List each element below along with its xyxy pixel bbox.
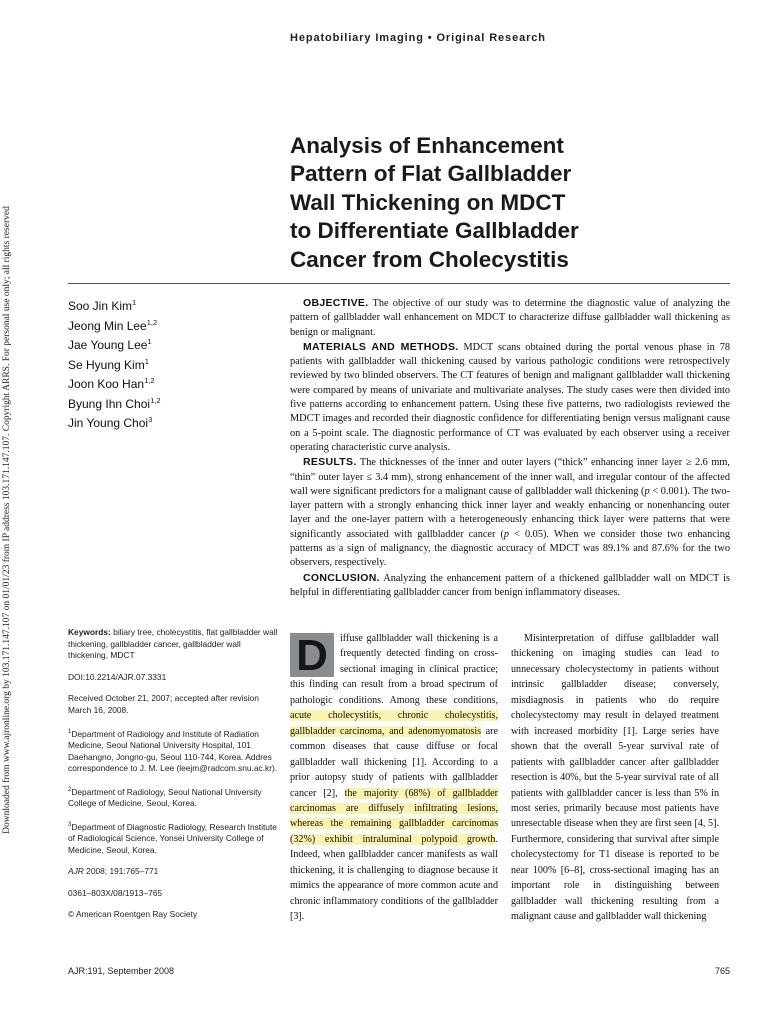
author-affiliation-mark: 3 <box>148 415 153 424</box>
abstract-objective <box>290 296 730 340</box>
affiliation-text: Department of Radiology, Seoul National University College of Medicine, Seoul, Korea. <box>68 786 262 809</box>
author-name: Se Hyung Kim <box>68 357 145 372</box>
abstract-results <box>290 455 730 570</box>
affiliation <box>68 785 278 810</box>
drop-cap <box>290 631 334 680</box>
article-title <box>290 132 730 274</box>
author <box>68 373 278 393</box>
author <box>68 295 278 315</box>
body-column-2 <box>511 631 719 925</box>
author <box>68 334 278 354</box>
affiliation-text: Department of Radiology and Institute of Radiation Medicine, Seoul National University Hospital, 101 Daehangno, Jongno-gu, Seoul 110-744, Korea. Addres correspondence to J. M. Lee (leejm@radcom.snu.ac.kr). <box>68 728 278 774</box>
body-paragraph: Misinterpretation of diffuse gallbladder wall thickening on imaging studies can lead to unnecessary cholecystectomy in patients without intrinsic gallbladder disease; conversely, misdiagnosis in patients who do require cholecystectomy may result in delayed treatment with increased morbidity [1]. Large series have shown that the overall 5-year survival rate of patients with gallbladder cancer after gallbladder resection is 40%, but the 5-year survival rate of all patients with gallbladder cancer is less than 5% in most series, primarily because most patients have unresectable disease when they are first seen [4, 5]. Furthermore, considering that survival after simple cholecystectomy for T1 disease is reported to be near 100% [6–8], cross-sectional imaging has an important role in distinguishing between gallbladder wall thickening resulting from a malignant cause and gallbladder wall thickening <box>511 633 719 923</box>
citation-journal: AJR <box>68 866 84 877</box>
objective-text: The objective of our study was to determine the diagnostic value of analyzing the pattern of gallbladder wall enhancement on MDCT to characterize diffuse gallbladder wall thickening as benign or malignant. <box>290 298 730 338</box>
copyright: © American Roentgen Ray Society <box>68 909 198 920</box>
title-line: to Differentiate Gallbladder <box>290 218 579 244</box>
body-column-1 <box>290 631 498 925</box>
author-name: Joon Koo Han <box>68 377 145 391</box>
highlighted-text: the majority (68%) of gallbladder carcinomas are diffusely infiltrating lesions, whereas the remaining gallbladder carcinomas (32%) exhibit intraluminal polypoid growth <box>290 787 498 845</box>
citation-details: 2008; 191:765–771 <box>83 866 159 877</box>
conclusion-text: Analyzing the enhancement pattern of a thickened gallbladder wall on MDCT is helpful in differentiating gallbladder cancer from benign inflammatory diseases. <box>290 572 730 598</box>
body-text: iffuse gallbladder wall thickening is a frequently detected finding on cross-sectional imaging in clinical practice; this finding can result from a broad spectrum of pathologic conditions. Among these conditions, <box>290 633 498 706</box>
abstract-conclusion <box>290 571 730 601</box>
author-name: Soo Jin Kim <box>68 299 133 313</box>
methods-heading: MATERIALS AND METHODS. <box>303 340 459 353</box>
author-affiliation-mark: 1,2 <box>150 395 161 405</box>
affiliation <box>68 820 278 857</box>
affiliation-text: Department of Diagnostic Radiology, Research Institute of Radiological Science, Yonsei University College of Medicine, Seoul, Korea. <box>68 821 277 855</box>
highlighted-text: acute cholecystitis, chronic cholecystitis, gallbladder carcinoma, and adenomyomatosis <box>290 710 498 737</box>
title-line: Analysis of Enhancement <box>290 133 564 158</box>
running-head: Hepatobiliary Imaging • Original Research <box>290 32 546 44</box>
author <box>68 393 278 413</box>
author <box>68 354 278 374</box>
author-name: Jin Young Choi <box>68 416 149 430</box>
author-name: Jeong Min Lee <box>68 318 147 333</box>
title-line: Pattern of Flat Gallbladder <box>290 161 572 187</box>
methods-text: MDCT scans obtained during the portal venous phase in 78 patients with gallbladder wall thickening caused by various pathologic conditions were retrospectively reviewed by two blinded observers. The CT features of benign and malignant gallbladder wall thickening were compared by means of univariate and multivariate analyses. The study cases were then divided into five patterns according to enhancement pattern. Using these five patterns, two radiologists reviewed the MDCT images and recorded their diagnostic confidence for differentiating benign versus malignant cause on a 5-point scale. The diagnostic performance of CT was evaluated by each observer using a receiver operating characteristic curve analysis. <box>290 341 731 453</box>
results-text: The thicknesses of the inner and outer layers (“thick” enhancing inner layer ≥ 2.6 mm, “thin” outer layer ≤ 3.4 mm), strong enhancement of the inner wall, and irregular contour of the affected wall were significant predictors for a malignant cause of gallbladder wall thickening ( <box>290 457 730 497</box>
drop-cap-letter: D <box>296 631 328 680</box>
author-affiliation-mark: 1 <box>147 337 152 346</box>
body-text: are common diseases that cause diffuse or focal gallbladder wall thickening [1]. According to a prior autopsy study of patients with gallbladder cancer [2], <box>290 725 498 799</box>
affiliation <box>68 727 278 775</box>
title-line: Cancer from Cholecystitis <box>290 246 569 272</box>
title-divider <box>68 283 730 284</box>
footer-journal-issue: AJR:191, September 2008 <box>68 966 175 976</box>
p-value-symbol: p <box>644 485 650 497</box>
issn: 0361–803X/08/1913–765 <box>68 887 163 898</box>
abstract <box>290 296 730 600</box>
doi: DOI:10.2214/AJR.07.3331 <box>68 671 167 682</box>
results-text: < 0.05). When we consider those two enhancing patterns as a sign of malignancy, the diagnostic accuracy of MDCT was 89.1% and 87.6% for the two observers, respectively. <box>290 528 730 569</box>
author-affiliation-mark: 1,2 <box>146 317 158 327</box>
author <box>68 412 278 432</box>
abstract-methods <box>290 340 730 455</box>
body-paragraph <box>290 631 498 925</box>
results-heading: RESULTS. <box>303 456 357 469</box>
author-affiliation-mark: 1 <box>132 298 137 307</box>
download-notice-text: Downloaded from www.ajronline.org by 103.171.147.107 on 01/01/23 from IP address 103.171.147.107. Copyright ARRS. For personal use only; all rights reserved <box>2 206 12 834</box>
keywords-label: Keywords: <box>68 627 111 637</box>
download-notice <box>0 160 14 880</box>
author-name: Jae Young Lee <box>68 338 148 352</box>
results-text: < 0.001). The two-layer pattern with a strongly enhancing thick inner layer and weakly enhancing or nonenhancing outer layer and the one-layer pattern with a heterogeneously enhancing thick layer were patterns that were significantly associated with gallbladder cancer ( <box>290 485 730 540</box>
author-list <box>68 295 278 432</box>
author-name: Byung Ihn Choi <box>68 396 151 411</box>
title-line: Wall Thickening on MDCT <box>290 189 566 215</box>
received-dates: Received October 21, 2007; accepted after revision March 16, 2008. <box>68 693 259 715</box>
article-info <box>68 627 278 931</box>
affiliation-mark: 1 <box>68 728 72 735</box>
affiliation-mark: 2 <box>68 786 72 793</box>
citation <box>68 866 278 878</box>
conclusion-heading: CONCLUSION. <box>303 571 380 584</box>
author-affiliation-mark: 1 <box>144 356 149 366</box>
page-number: 765 <box>714 966 730 976</box>
keywords <box>68 627 278 662</box>
objective-heading: OBJECTIVE. <box>303 297 369 309</box>
p-value-symbol: p <box>503 528 510 540</box>
affiliation-mark: 3 <box>68 821 72 828</box>
author <box>68 315 278 335</box>
author-affiliation-mark: 1,2 <box>144 376 155 385</box>
keywords-text: biliary tree, cholecystitis, flat gallbladder wall thickening, gallbladder cancer, gallbladder wall thickening, MDCT <box>68 627 278 661</box>
body-text: . Indeed, when gallbladder cancer manifests as wall thickening, it is challenging to diagnose because it mimics the appearance of more common acute and chronic inflammatory conditions of the gallbladder [3]. <box>290 833 498 923</box>
